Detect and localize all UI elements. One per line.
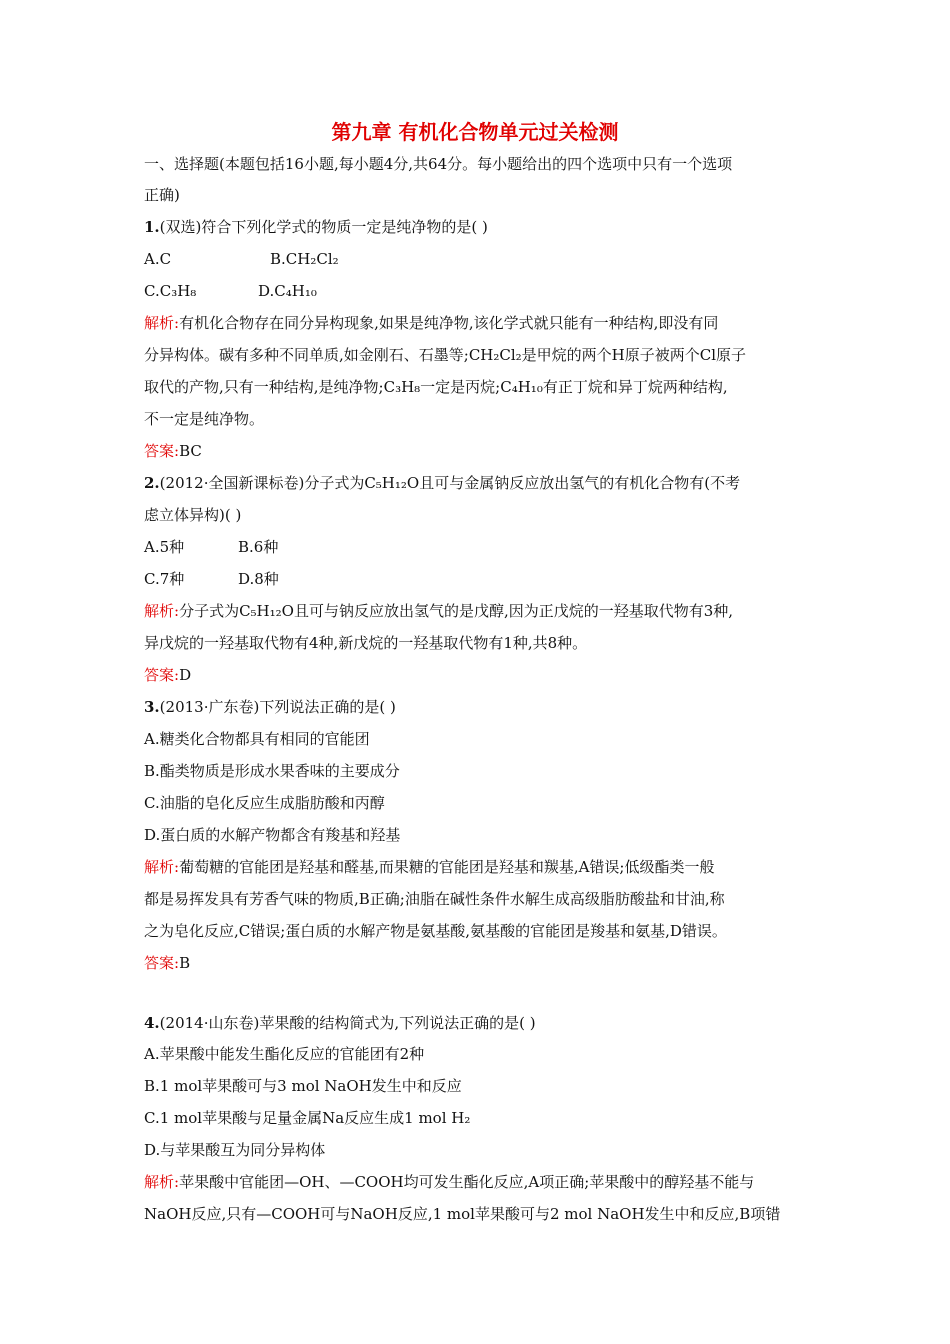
- question-3-analysis-line-2: 都是易挥发具有芳香气味的物质,B正确;油脂在碱性条件水解生成高级脂肪酸盐和甘油,称: [144, 890, 725, 908]
- question-1-analysis-line-4: 不一定是纯净物。: [144, 410, 265, 428]
- question-1-analysis-line-1: [144, 313, 718, 333]
- answer-label: 答案:: [144, 954, 180, 972]
- question-2-analysis-line-2: 异戊烷的一羟基取代物有4种,新戊烷的一羟基取代物有1种,共8种。: [144, 634, 588, 652]
- question-4-option-d: D.与苹果酸互为同分异构体: [144, 1141, 326, 1159]
- question-3-analysis-line-1: [144, 857, 715, 877]
- question-2-stem-line-1: [144, 473, 740, 493]
- question-4-option-c: C.1 mol苹果酸与足量金属Na反应生成1 mol H₂: [144, 1109, 471, 1127]
- question-3-option-a: A.糖类化合物都具有相同的官能团: [144, 730, 370, 748]
- question-4-number: 4.: [144, 1014, 160, 1032]
- question-3-answer: [144, 953, 190, 973]
- question-4-stem: [144, 1013, 536, 1033]
- question-2-option-c: C.7种: [144, 570, 185, 588]
- chapter-title: 第九章 有机化合物单元过关检测: [331, 120, 619, 144]
- question-2-option-d: D.8种: [238, 570, 279, 588]
- question-2-option-b: B.6种: [238, 538, 279, 556]
- question-1-option-d: D.C₄H₁₀: [258, 282, 317, 300]
- answer-label: 答案:: [144, 442, 180, 460]
- question-4-analysis-line-2: NaOH反应,只有—COOH可与NaOH反应,1 mol苹果酸可与2 mol NaOH发生中和反应,B项错: [144, 1205, 781, 1223]
- question-2-stem-line-2: 虑立体异构)( ): [144, 506, 242, 524]
- question-1-option-c: C.C₃H₈: [144, 282, 197, 300]
- question-4-option-a: A.苹果酸中能发生酯化反应的官能团有2种: [144, 1045, 425, 1063]
- question-3-option-c: C.油脂的皂化反应生成脂肪酸和丙醇: [144, 794, 385, 812]
- question-1-option-b: B.CH₂Cl₂: [270, 250, 339, 268]
- question-3-stem: [144, 697, 396, 717]
- question-2-answer: [144, 665, 191, 685]
- analysis-text: 有机化合物存在同分异构现象,如果是纯净物,该化学式就只能有一种结构,即没有同: [179, 314, 719, 332]
- question-2-option-a: A.5种: [144, 538, 185, 556]
- analysis-text: 苹果酸中官能团—OH、—COOH均可发生酯化反应,A项正确;苹果酸中的醇羟基不能与: [179, 1173, 755, 1191]
- answer-value: BC: [179, 442, 202, 460]
- question-1-option-a: A.C: [144, 250, 172, 268]
- question-3-text: (2013·广东卷)下列说法正确的是( ): [159, 698, 396, 716]
- section-intro-line-2: 正确): [144, 186, 180, 204]
- answer-value: D: [179, 666, 192, 684]
- answer-value: B: [179, 954, 191, 972]
- question-2-number: 2.: [144, 474, 160, 492]
- analysis-label: 解析:: [144, 1173, 180, 1191]
- answer-label: 答案:: [144, 666, 180, 684]
- question-3-number: 3.: [144, 698, 160, 716]
- analysis-text: 葡萄糖的官能团是羟基和醛基,而果糖的官能团是羟基和羰基,A错误;低级酯类一般: [179, 858, 715, 876]
- question-2-text: (2012·全国新课标卷)分子式为C₅H₁₂O且可与金属钠反应放出氢气的有机化合物有(不考: [159, 474, 741, 492]
- question-3-analysis-line-3: 之为皂化反应,C错误;蛋白质的水解产物是氨基酸,氨基酸的官能团是羧基和氨基,D错误。: [144, 922, 727, 940]
- analysis-label: 解析:: [144, 602, 180, 620]
- question-1-number: 1.: [144, 218, 160, 236]
- analysis-text: 分子式为C₅H₁₂O且可与钠反应放出氢气的是戊醇,因为正戊烷的一羟基取代物有3种,: [179, 602, 734, 620]
- question-4-option-b: B.1 mol苹果酸可与3 mol NaOH发生中和反应: [144, 1077, 462, 1095]
- section-intro-line-1: 一、选择题(本题包括16小题,每小题4分,共64分。每小题给出的四个选项中只有一个选项: [144, 155, 733, 173]
- question-1-analysis-line-3: 取代的产物,只有一种结构,是纯净物;C₃H₈一定是丙烷;C₄H₁₀有正丁烷和异丁烷两种结构,: [144, 378, 728, 396]
- question-2-analysis-line-1: [144, 601, 733, 621]
- question-3-option-d: D.蛋白质的水解产物都含有羧基和羟基: [144, 826, 401, 844]
- question-1-text: (双选)符合下列化学式的物质一定是纯净物的是( ): [159, 218, 488, 236]
- question-1-analysis-line-2: 分异构体。碳有多种不同单质,如金刚石、石墨等;CH₂Cl₂是甲烷的两个H原子被两个Cl原子: [144, 346, 747, 364]
- analysis-label: 解析:: [144, 858, 180, 876]
- question-1-answer: [144, 441, 202, 461]
- question-4-text: (2014·山东卷)苹果酸的结构简式为,下列说法正确的是( ): [159, 1014, 536, 1032]
- question-3-option-b: B.酯类物质是形成水果香味的主要成分: [144, 762, 400, 780]
- question-1-stem: [144, 217, 488, 237]
- analysis-label: 解析:: [144, 314, 180, 332]
- question-4-analysis-line-1: [144, 1172, 754, 1192]
